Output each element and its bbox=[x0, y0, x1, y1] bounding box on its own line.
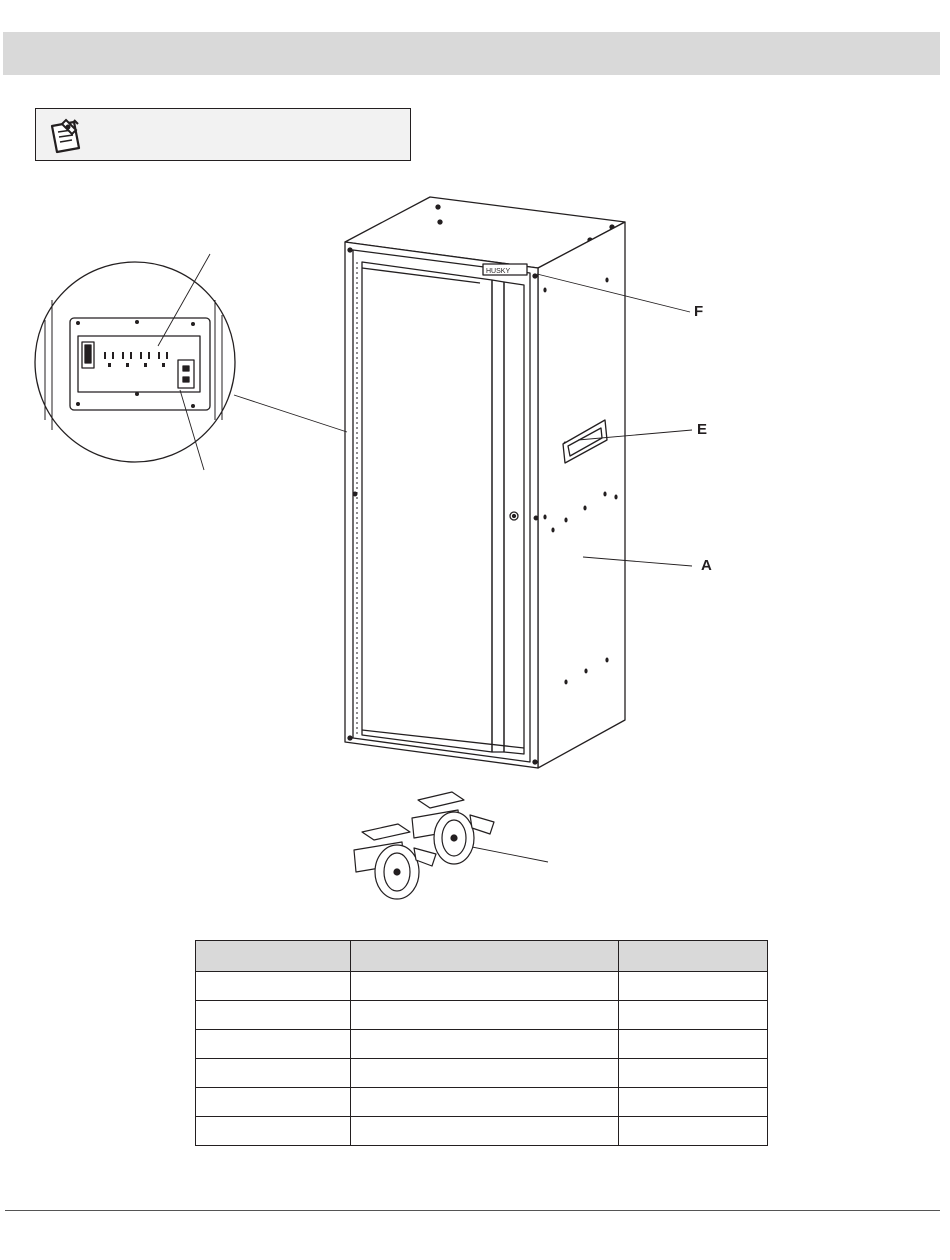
cabinet-front-frame bbox=[345, 242, 538, 768]
table-cell bbox=[619, 972, 768, 1001]
table-cell bbox=[619, 1030, 768, 1059]
cabinet-side-panel bbox=[538, 222, 625, 768]
footer-divider bbox=[5, 1210, 940, 1211]
section-header-bar bbox=[3, 32, 940, 75]
table-cell bbox=[351, 1088, 619, 1117]
table-cell bbox=[351, 1117, 619, 1146]
table-cell bbox=[619, 1088, 768, 1117]
note-pad-pencil-icon bbox=[46, 116, 86, 156]
table-header-cell bbox=[619, 941, 768, 972]
table-cell bbox=[196, 1117, 351, 1146]
table-cell bbox=[351, 972, 619, 1001]
table-header-row bbox=[196, 941, 768, 972]
table-cell bbox=[619, 1117, 768, 1146]
table-row bbox=[196, 1030, 768, 1059]
table-cell bbox=[196, 972, 351, 1001]
table-row bbox=[196, 972, 768, 1001]
table-cell bbox=[619, 1059, 768, 1088]
table-cell bbox=[351, 1001, 619, 1030]
table-cell bbox=[196, 1030, 351, 1059]
table-cell bbox=[196, 1001, 351, 1030]
note-box bbox=[35, 108, 411, 161]
svg-text:HUSKY: HUSKY bbox=[486, 268, 511, 275]
table-cell bbox=[196, 1059, 351, 1088]
table-cell bbox=[619, 1001, 768, 1030]
table-row bbox=[196, 1117, 768, 1146]
table-cell bbox=[196, 1088, 351, 1117]
casters bbox=[354, 792, 494, 899]
callout-label-f: F bbox=[694, 303, 704, 320]
callout-label-a: A bbox=[701, 557, 712, 574]
table-row bbox=[196, 1088, 768, 1117]
callout-label-e: E bbox=[697, 421, 708, 438]
table-cell bbox=[351, 1030, 619, 1059]
table-row bbox=[196, 1001, 768, 1030]
table-cell bbox=[351, 1059, 619, 1088]
parts-table bbox=[195, 940, 768, 1146]
cabinet-illustration bbox=[0, 180, 950, 920]
table-header-cell bbox=[351, 941, 619, 972]
table-header-cell bbox=[196, 941, 351, 972]
table-row bbox=[196, 1059, 768, 1088]
